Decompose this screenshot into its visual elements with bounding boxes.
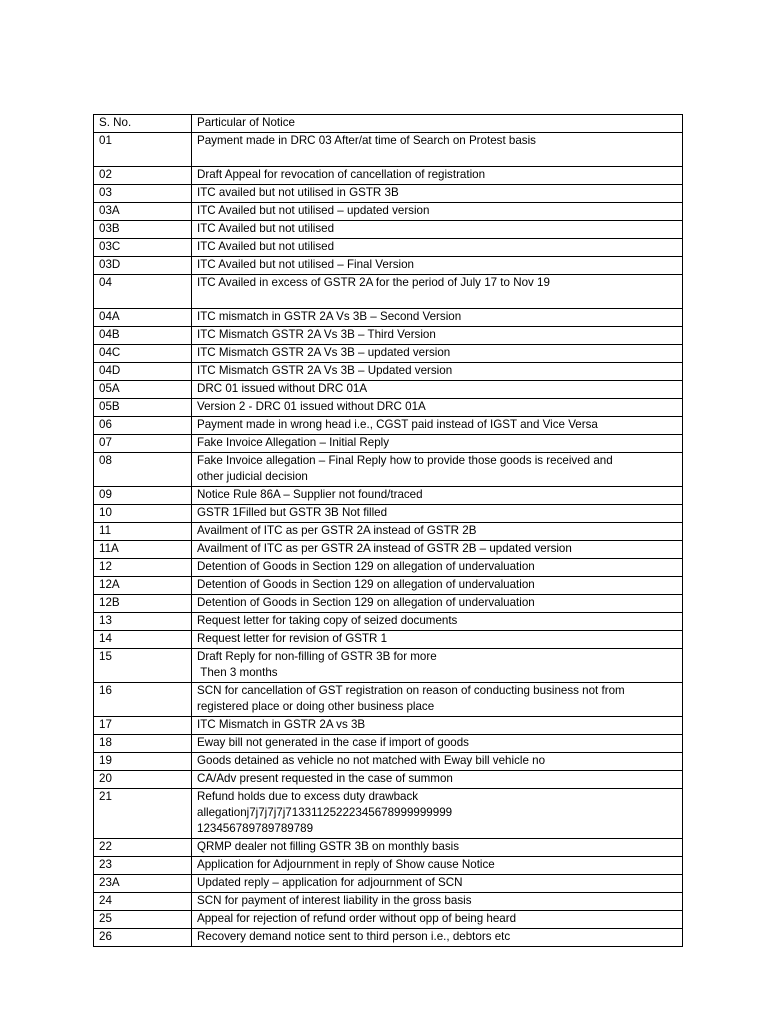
table-row [94, 185, 683, 203]
row-sno: 21 [94, 789, 192, 839]
row-particular: QRMP dealer not filling GSTR 3B on monthly basis [192, 839, 683, 857]
table-body [94, 133, 683, 947]
row-particular: Payment made in wrong head i.e., CGST paid instead of IGST and Vice Versa [192, 417, 683, 435]
table-row [94, 683, 683, 717]
row-sno: 03D [94, 257, 192, 275]
row-sno: 11A [94, 541, 192, 559]
table-row [94, 559, 683, 577]
row-particular: Draft Reply for non-filling of GSTR 3B for more Then 3 months [192, 649, 683, 683]
row-particular: Recovery demand notice sent to third person i.e., debtors etc [192, 929, 683, 947]
table-row [94, 221, 683, 239]
row-particular: Payment made in DRC 03 After/at time of Search on Protest basis [192, 133, 683, 167]
table-row [94, 239, 683, 257]
table-row [94, 167, 683, 185]
row-particular: ITC Availed in excess of GSTR 2A for the period of July 17 to Nov 19 [192, 275, 683, 309]
header-sno: S. No. [94, 115, 192, 133]
table-row [94, 257, 683, 275]
row-particular: ITC Mismatch GSTR 2A Vs 3B – Third Version [192, 327, 683, 345]
table-row [94, 523, 683, 541]
row-particular: Request letter for taking copy of seized documents [192, 613, 683, 631]
table-row [94, 911, 683, 929]
row-sno: 17 [94, 717, 192, 735]
row-sno: 24 [94, 893, 192, 911]
row-particular: Availment of ITC as per GSTR 2A instead of GSTR 2B [192, 523, 683, 541]
row-particular: ITC mismatch in GSTR 2A Vs 3B – Second Version [192, 309, 683, 327]
row-sno: 09 [94, 487, 192, 505]
row-sno: 16 [94, 683, 192, 717]
row-particular: Availment of ITC as per GSTR 2A instead of GSTR 2B – updated version [192, 541, 683, 559]
table-row [94, 327, 683, 345]
table-row [94, 857, 683, 875]
row-sno: 12 [94, 559, 192, 577]
table-row [94, 435, 683, 453]
table-row [94, 595, 683, 613]
header-particular: Particular of Notice [192, 115, 683, 133]
table-row [94, 133, 683, 167]
row-sno: 05A [94, 381, 192, 399]
row-particular: Detention of Goods in Section 129 on allegation of undervaluation [192, 559, 683, 577]
row-particular: Notice Rule 86A – Supplier not found/traced [192, 487, 683, 505]
row-particular: Request letter for revision of GSTR 1 [192, 631, 683, 649]
row-sno: 05B [94, 399, 192, 417]
row-particular: Fake Invoice allegation – Final Reply how to provide those goods is received and other judicial decision [192, 453, 683, 487]
table-row [94, 875, 683, 893]
row-sno: 19 [94, 753, 192, 771]
row-particular: Detention of Goods in Section 129 on allegation of undervaluation [192, 577, 683, 595]
row-sno: 04A [94, 309, 192, 327]
table-row [94, 893, 683, 911]
table-row [94, 381, 683, 399]
row-sno: 04D [94, 363, 192, 381]
table-header-row [94, 115, 683, 133]
table-row [94, 541, 683, 559]
row-particular: ITC Mismatch in GSTR 2A vs 3B [192, 717, 683, 735]
row-sno: 18 [94, 735, 192, 753]
table-row [94, 735, 683, 753]
row-particular: Draft Appeal for revocation of cancellation of registration [192, 167, 683, 185]
row-particular: CA/Adv present requested in the case of summon [192, 771, 683, 789]
row-sno: 11 [94, 523, 192, 541]
table-row [94, 613, 683, 631]
row-sno: 03 [94, 185, 192, 203]
row-sno: 23 [94, 857, 192, 875]
table-row [94, 417, 683, 435]
row-particular: Fake Invoice Allegation – Initial Reply [192, 435, 683, 453]
row-sno: 12A [94, 577, 192, 595]
table-row [94, 309, 683, 327]
table-row [94, 577, 683, 595]
table-row [94, 929, 683, 947]
table-row [94, 399, 683, 417]
row-particular: ITC availed but not utilised in GSTR 3B [192, 185, 683, 203]
row-sno: 13 [94, 613, 192, 631]
row-particular: SCN for payment of interest liability in the gross basis [192, 893, 683, 911]
row-particular: ITC Mismatch GSTR 2A Vs 3B – Updated version [192, 363, 683, 381]
row-particular: Goods detained as vehicle no not matched with Eway bill vehicle no [192, 753, 683, 771]
row-particular: Appeal for rejection of refund order without opp of being heard [192, 911, 683, 929]
row-sno: 10 [94, 505, 192, 523]
row-sno: 25 [94, 911, 192, 929]
row-sno: 15 [94, 649, 192, 683]
table-row [94, 345, 683, 363]
notice-table [93, 114, 683, 947]
row-sno: 26 [94, 929, 192, 947]
table-row [94, 487, 683, 505]
row-sno: 03C [94, 239, 192, 257]
table-row [94, 453, 683, 487]
row-particular: Refund holds due to excess duty drawback allegationj7j7j7j7j71331125222345678999999999 123456789789789789 [192, 789, 683, 839]
table-row [94, 839, 683, 857]
row-sno: 23A [94, 875, 192, 893]
row-particular: ITC Availed but not utilised – Final Version [192, 257, 683, 275]
row-particular: SCN for cancellation of GST registration on reason of conducting business not from registered place or doing other business place [192, 683, 683, 717]
row-particular: ITC Availed but not utilised [192, 239, 683, 257]
row-particular: Version 2 - DRC 01 issued without DRC 01A [192, 399, 683, 417]
row-sno: 04B [94, 327, 192, 345]
row-sno: 01 [94, 133, 192, 167]
row-particular: ITC Availed but not utilised – updated version [192, 203, 683, 221]
row-sno: 22 [94, 839, 192, 857]
table-row [94, 275, 683, 309]
row-particular: GSTR 1Filled but GSTR 3B Not filled [192, 505, 683, 523]
row-particular: Detention of Goods in Section 129 on allegation of undervaluation [192, 595, 683, 613]
row-sno: 06 [94, 417, 192, 435]
table-row [94, 753, 683, 771]
row-particular: Eway bill not generated in the case if import of goods [192, 735, 683, 753]
row-particular: DRC 01 issued without DRC 01A [192, 381, 683, 399]
row-particular: ITC Availed but not utilised [192, 221, 683, 239]
table-row [94, 649, 683, 683]
row-sno: 14 [94, 631, 192, 649]
table-row [94, 203, 683, 221]
row-particular: ITC Mismatch GSTR 2A Vs 3B – updated version [192, 345, 683, 363]
table-row [94, 771, 683, 789]
row-sno: 03B [94, 221, 192, 239]
table-row [94, 717, 683, 735]
row-sno: 07 [94, 435, 192, 453]
row-sno: 20 [94, 771, 192, 789]
table-row [94, 505, 683, 523]
row-particular: Updated reply – application for adjournment of SCN [192, 875, 683, 893]
row-particular: Application for Adjournment in reply of Show cause Notice [192, 857, 683, 875]
row-sno: 03A [94, 203, 192, 221]
table-row [94, 631, 683, 649]
row-sno: 12B [94, 595, 192, 613]
row-sno: 08 [94, 453, 192, 487]
row-sno: 02 [94, 167, 192, 185]
table-row [94, 363, 683, 381]
row-sno: 04 [94, 275, 192, 309]
table-row [94, 789, 683, 839]
row-sno: 04C [94, 345, 192, 363]
